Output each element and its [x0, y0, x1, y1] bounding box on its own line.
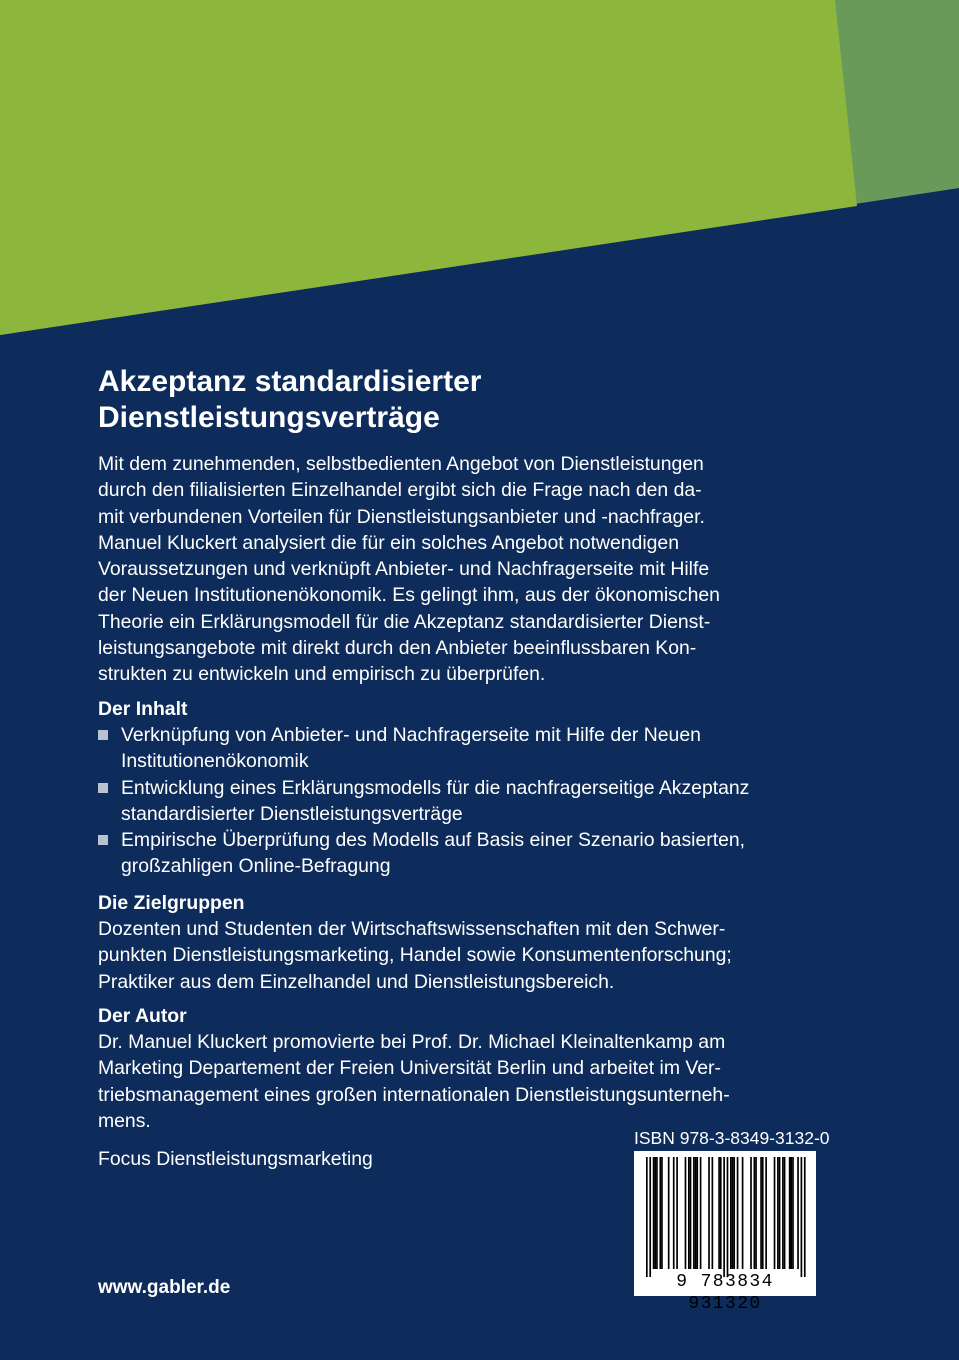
barcode-bar: [668, 1157, 670, 1269]
description-line: durch den filialisierten Einzelhandel ergibt sich die Frage nach den da-: [98, 479, 702, 502]
title-line: Akzeptanz standardisierter: [98, 365, 482, 398]
autor-text: [98, 1029, 838, 1134]
autor-line: triebsmanagement eines großen internationalen Dienstleistungsunterneh-: [98, 1083, 730, 1106]
barcode-bar: [754, 1157, 756, 1269]
barcode-bar: [720, 1157, 722, 1269]
barcode-bar: [765, 1157, 767, 1269]
autor-line: mens.: [98, 1109, 151, 1132]
description-line: der Neuen Institutionenökonomik. Es gelingt ihm, aus der ökonomischen: [98, 584, 720, 607]
autor-line: Dr. Manuel Kluckert promovierte bei Prof. Dr. Michael Kleinaltenkamp am: [98, 1031, 726, 1053]
barcode-bar: [797, 1157, 799, 1269]
barcode-bar: [690, 1157, 692, 1269]
zielgruppen-line: Dozenten und Studenten der Wirtschaftswissenschaften mit den Schwer-: [98, 918, 726, 940]
description-line: Theorie ein Erklärungsmodell für die Akzeptanz standardisierter Dienst-: [98, 610, 711, 633]
zielgruppen-line: Praktiker aus dem Einzelhandel und Dienstleistungsbereich.: [98, 970, 615, 993]
barcode-bar: [790, 1157, 792, 1269]
inhalt-item-line: Institutionenökonomik: [121, 750, 309, 773]
inhalt-item-line: Empirische Überprüfung des Modells auf Basis einer Szenario basierten,: [121, 829, 746, 851]
inhalt-item: [98, 775, 858, 828]
barcode-bar: [742, 1157, 744, 1269]
barcode-bar: [727, 1157, 729, 1277]
description-line: mit verbundenen Vorteilen für Dienstleistungsanbieter und -nachfrager.: [98, 505, 705, 528]
zielgruppen-line: punkten Dienstleistungsmarketing, Handel sowie Konsumentenforschung;: [98, 944, 732, 967]
inhalt-item-line: Verknüpfung von Anbieter- und Nachfragerseite mit Hilfe der Neuen: [121, 724, 701, 746]
inhalt-item-line: standardisierter Dienstleistungsverträge: [121, 803, 463, 826]
barcode-bar: [801, 1157, 803, 1277]
inhalt-item: [98, 722, 858, 775]
barcode-bar: [700, 1157, 702, 1269]
barcode-bar: [646, 1157, 648, 1277]
description-line: Manuel Kluckert analysiert die für ein solches Angebot notwendigen: [98, 531, 679, 554]
barcode-bar: [750, 1157, 752, 1269]
barcode-bar: [732, 1157, 734, 1269]
description-line: strukten zu entwickeln und empirisch zu überprüfen.: [98, 663, 546, 686]
barcode-bar: [804, 1157, 806, 1277]
zielgruppen-text: [98, 916, 838, 995]
barcode-bar: [673, 1157, 675, 1269]
barcode-bar: [755, 1157, 757, 1269]
barcode-bar: [695, 1157, 697, 1269]
barcode-bar: [789, 1157, 791, 1269]
barcode-bar: [693, 1157, 695, 1269]
barcode-bar: [737, 1157, 739, 1269]
autor-line: Marketing Departement der Freien Universität Berlin und arbeitet im Ver-: [98, 1057, 721, 1080]
bullet-square-icon: [98, 783, 108, 793]
bullet-square-icon: [98, 835, 108, 845]
isbn-label: ISBN 978-3-8349-3132-0: [634, 1128, 830, 1148]
inhalt-heading: Der Inhalt: [98, 698, 188, 720]
barcode-bar: [654, 1157, 656, 1269]
inhalt-item-line: Entwicklung eines Erklärungsmodells für die nachfragerseitige Akzeptanz: [121, 777, 750, 799]
inhalt-item: [98, 827, 858, 880]
barcode-bar: [659, 1157, 661, 1269]
barcode-bar: [779, 1157, 781, 1269]
barcode-bar: [649, 1157, 651, 1277]
barcode-bar: [730, 1157, 732, 1269]
inhalt-item-line: großzahligen Online-Befragung: [121, 855, 391, 878]
bullet-square-icon: [98, 730, 108, 740]
barcode-bar: [708, 1157, 710, 1269]
barcode-bar: [653, 1157, 655, 1269]
barcode: [634, 1151, 816, 1314]
title-line: Dienstleistungsverträge: [98, 401, 440, 434]
book-description: [98, 451, 838, 688]
autor-heading: Der Autor: [98, 1005, 187, 1027]
barcode-bar: [676, 1157, 678, 1269]
barcode-bar: [718, 1157, 720, 1269]
series-name: Focus Dienstleistungsmarketing: [98, 1148, 373, 1170]
barcode-bar: [661, 1157, 663, 1269]
barcode-bar: [762, 1157, 764, 1269]
barcode-bar: [712, 1157, 714, 1269]
barcode-bar: [777, 1157, 779, 1269]
barcode-bar: [723, 1157, 725, 1277]
barcode-bar: [688, 1157, 690, 1269]
barcode-bar: [733, 1157, 735, 1269]
barcode-number: 9 783834 931320: [676, 1272, 774, 1314]
publisher-website[interactable]: www.gabler.de: [98, 1277, 231, 1298]
description-line: leistungsangebote mit direkt durch den Anbieter beeinflussbaren Kon-: [98, 637, 697, 660]
barcode-bar: [782, 1157, 784, 1269]
barcode-bar: [792, 1157, 794, 1269]
book-title: [98, 364, 858, 436]
zielgruppen-heading: Die Zielgruppen: [98, 892, 245, 914]
barcode-bar: [760, 1157, 762, 1269]
barcode-bar: [784, 1157, 786, 1269]
description-line: Voraussetzungen und verknüpft Anbieter- und Nachfragerseite mit Hilfe: [98, 558, 710, 581]
barcode-bar: [685, 1157, 687, 1269]
description-line: Mit dem zunehmenden, selbstbedienten Angebot von Dienstleistungen: [98, 453, 704, 475]
barcode-bar: [696, 1157, 698, 1269]
barcode-bar: [774, 1157, 776, 1269]
barcode-bar: [656, 1157, 658, 1269]
